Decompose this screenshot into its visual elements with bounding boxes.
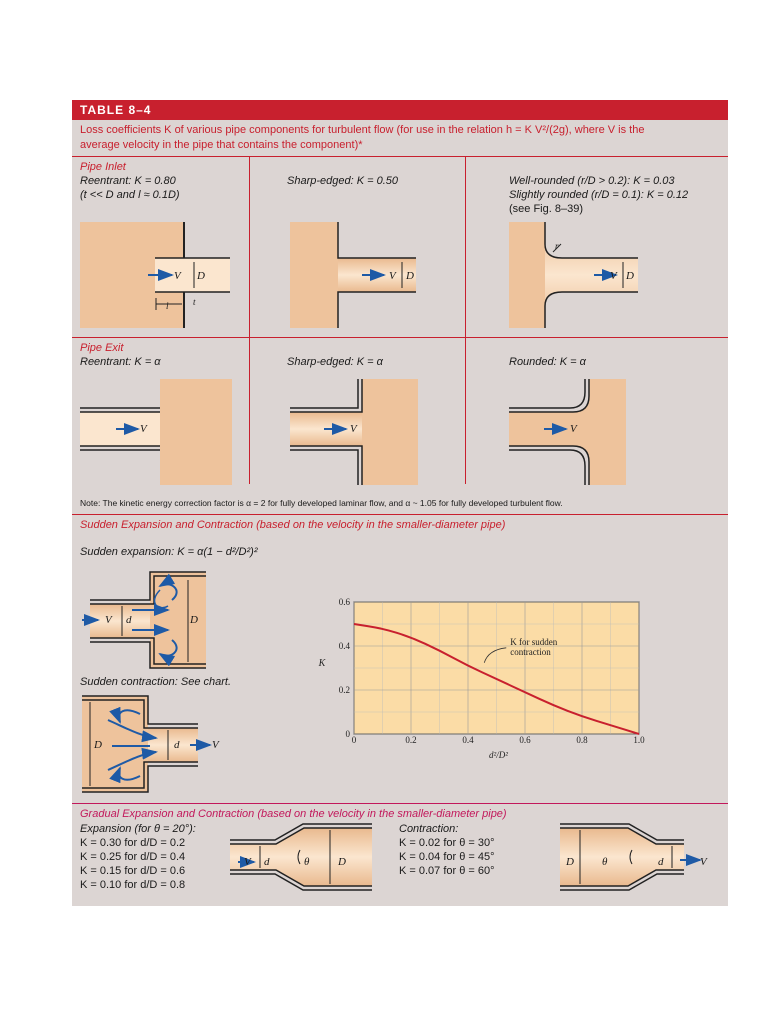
gradual-expansion-row: K = 0.15 for d/D = 0.6	[80, 865, 186, 877]
inlet-reentrant-note: (t << D and l ≈ 0.1D)	[80, 189, 180, 201]
label-d: D	[626, 270, 634, 282]
exit-reentrant-label: Reentrant: K = α	[80, 356, 161, 368]
label-v: V	[610, 270, 617, 282]
label-d-small: d	[126, 614, 132, 626]
label-d: D	[338, 856, 346, 868]
table-intro-line1: Loss coefficients K of various pipe components for turbulent flow (for use in the relation h = K V²/(2g), where V is the	[80, 124, 645, 136]
label-v: V	[140, 423, 147, 435]
label-d: D	[197, 270, 205, 282]
gradual-expansion-title: Expansion (for θ = 20°):	[80, 823, 196, 835]
table-intro-line2: average velocity in the pipe that contains the component)*	[80, 139, 363, 151]
inlet-reentrant-label: Reentrant: K = 0.80	[80, 175, 176, 187]
label-v: V	[244, 856, 251, 868]
exit-rounded-label: Rounded: K = α	[509, 356, 586, 368]
pipe-exit-heading: Pipe Exit	[80, 342, 124, 354]
gradual-contraction-row: K = 0.04 for θ = 45°	[399, 851, 495, 863]
label-v: V	[570, 423, 577, 435]
label-theta: θ	[304, 856, 310, 868]
gradual-contraction-row: K = 0.07 for θ = 60°	[399, 865, 495, 877]
inlet-well-rounded-label: Well-rounded (r/D > 0.2): K = 0.03	[509, 175, 675, 187]
gradual-expansion-row: K = 0.10 for d/D = 0.8	[80, 879, 186, 891]
gradual-heading: Gradual Expansion and Contraction (based on the velocity in the smaller-diameter pipe)	[80, 808, 507, 820]
label-d-small: d	[174, 739, 180, 751]
chart-x-tick-label: 0.4	[462, 735, 474, 745]
chart-x-axis-label: d²/D²	[489, 750, 508, 760]
chart-annotation: contraction	[510, 646, 551, 657]
label-v: V	[389, 270, 396, 282]
table-title: TABLE 8–4	[80, 103, 152, 117]
chart-y-tick-label: 0	[345, 729, 350, 739]
label-r: r	[555, 241, 559, 251]
label-d: D	[94, 739, 102, 751]
label-t: t	[193, 297, 196, 307]
label-d: D	[406, 270, 414, 282]
gradual-expansion-row: K = 0.30 for d/D = 0.2	[80, 837, 186, 849]
sudden-expansion-formula: Sudden expansion: K = α(1 − d²/D²)²	[80, 546, 258, 558]
sudden-contraction-label: Sudden contraction: See chart.	[80, 676, 232, 688]
label-v: V	[174, 270, 181, 282]
inlet-slightly-rounded-label: Slightly rounded (r/D = 0.1): K = 0.12	[509, 189, 689, 201]
chart-x-tick-label: 0.2	[405, 735, 417, 745]
inlet-see-fig: (see Fig. 8–39)	[509, 203, 583, 215]
sudden-heading: Sudden Expansion and Contraction (based on the velocity in the smaller-diameter pipe)	[80, 519, 506, 531]
label-theta: θ	[602, 856, 608, 868]
kinetic-energy-note: Note: The kinetic energy correction factor is α = 2 for fully developed laminar flow, and α ~ 1.05 for fully developed turbulent flow.	[80, 498, 563, 508]
gradual-contraction-row: K = 0.02 for θ = 30°	[399, 837, 495, 849]
inlet-sharp-label: Sharp-edged: K = 0.50	[287, 175, 398, 187]
gradual-contraction-title: Contraction:	[399, 823, 459, 835]
label-v: V	[105, 614, 112, 626]
chart-y-tick-label: 0.6	[338, 597, 350, 607]
chart-x-tick-label: 0.6	[519, 735, 531, 745]
label-v: V	[700, 856, 707, 868]
label-d-small: d	[264, 856, 270, 868]
chart-y-tick-label: 0.2	[338, 685, 350, 695]
chart-x-tick-label: 0	[351, 735, 357, 745]
label-d-small: d	[658, 856, 664, 868]
chart-y-axis-label: K	[318, 658, 326, 669]
label-d: D	[190, 614, 198, 626]
label-l: l	[166, 301, 169, 311]
gradual-expansion-row: K = 0.25 for d/D = 0.4	[80, 851, 186, 863]
exit-sharp-label: Sharp-edged: K = α	[287, 356, 383, 368]
label-v: V	[212, 739, 219, 751]
chart-y-tick-label: 0.4	[338, 641, 350, 651]
chart-annotation: K for sudden	[510, 636, 558, 647]
chart-x-tick-label: 0.8	[576, 735, 588, 745]
label-v: V	[350, 423, 357, 435]
pipe-inlet-heading: Pipe Inlet	[80, 161, 126, 173]
chart-x-tick-label: 1.0	[633, 735, 645, 745]
label-d: D	[566, 856, 574, 868]
